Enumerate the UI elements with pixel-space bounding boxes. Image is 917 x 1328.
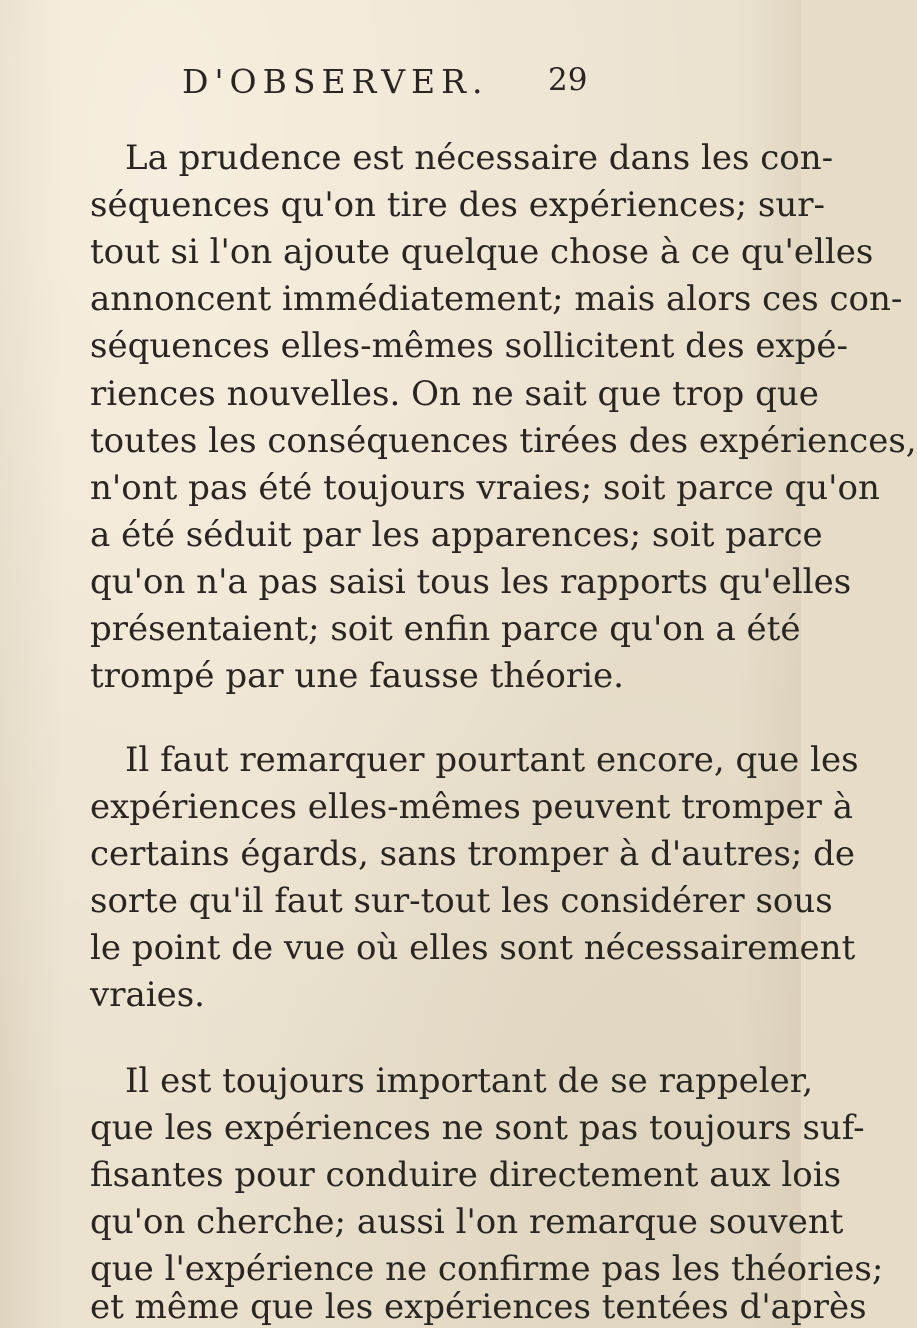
text-line: certains égards, sans tromper à d'autres; de xyxy=(90,834,856,874)
text-line: sorte qu'il faut sur-tout les considérer sous xyxy=(90,881,833,921)
text-line: toutes les conséquences tirées des expériences, xyxy=(90,421,917,461)
text-line: qu'on cherche; aussi l'on remarque souvent xyxy=(90,1202,844,1242)
text-line: fisantes pour conduire directement aux lois xyxy=(90,1155,842,1195)
text-line: expériences elles-mêmes peuvent tromper à xyxy=(90,787,853,827)
page-number: 29 xyxy=(548,62,588,98)
text-line: et même que les expériences tentées d'après xyxy=(90,1287,867,1327)
text-line: séquences elles-mêmes sollicitent des expé- xyxy=(90,326,848,366)
text-line: riences nouvelles. On ne sait que trop que xyxy=(90,374,819,414)
text-line: vraies. xyxy=(90,975,205,1015)
text-line: Il faut remarquer pourtant encore, que les xyxy=(125,740,859,780)
text-line: qu'on n'a pas saisi tous les rapports qu'elles xyxy=(90,562,852,602)
text-line: Il est toujours important de se rappeler, xyxy=(125,1061,814,1101)
text-line: annoncent immédiatement; mais alors ces con- xyxy=(90,279,903,319)
text-line: trompé par une fausse théorie. xyxy=(90,656,624,696)
text-line: La prudence est nécessaire dans les con- xyxy=(125,138,834,178)
text-line: que les expériences ne sont pas toujours suf- xyxy=(90,1108,865,1148)
text-line: présentaient; soit enfin parce qu'on a été xyxy=(90,609,801,649)
text-line: séquences qu'on tire des expériences; sur- xyxy=(90,185,826,225)
text-line: le point de vue où elles sont nécessairement xyxy=(90,928,856,968)
page-header xyxy=(0,62,801,112)
text-line: a été séduit par les apparences; soit parce xyxy=(90,515,823,555)
text-line: que l'expérience ne confirme pas les théories; xyxy=(90,1249,884,1289)
text-line: tout si l'on ajoute quelque chose à ce qu'elles xyxy=(90,232,874,272)
text-line: n'ont pas été toujours vraies; soit parce qu'on xyxy=(90,468,880,508)
running-head: D'OBSERVER. xyxy=(182,62,489,101)
